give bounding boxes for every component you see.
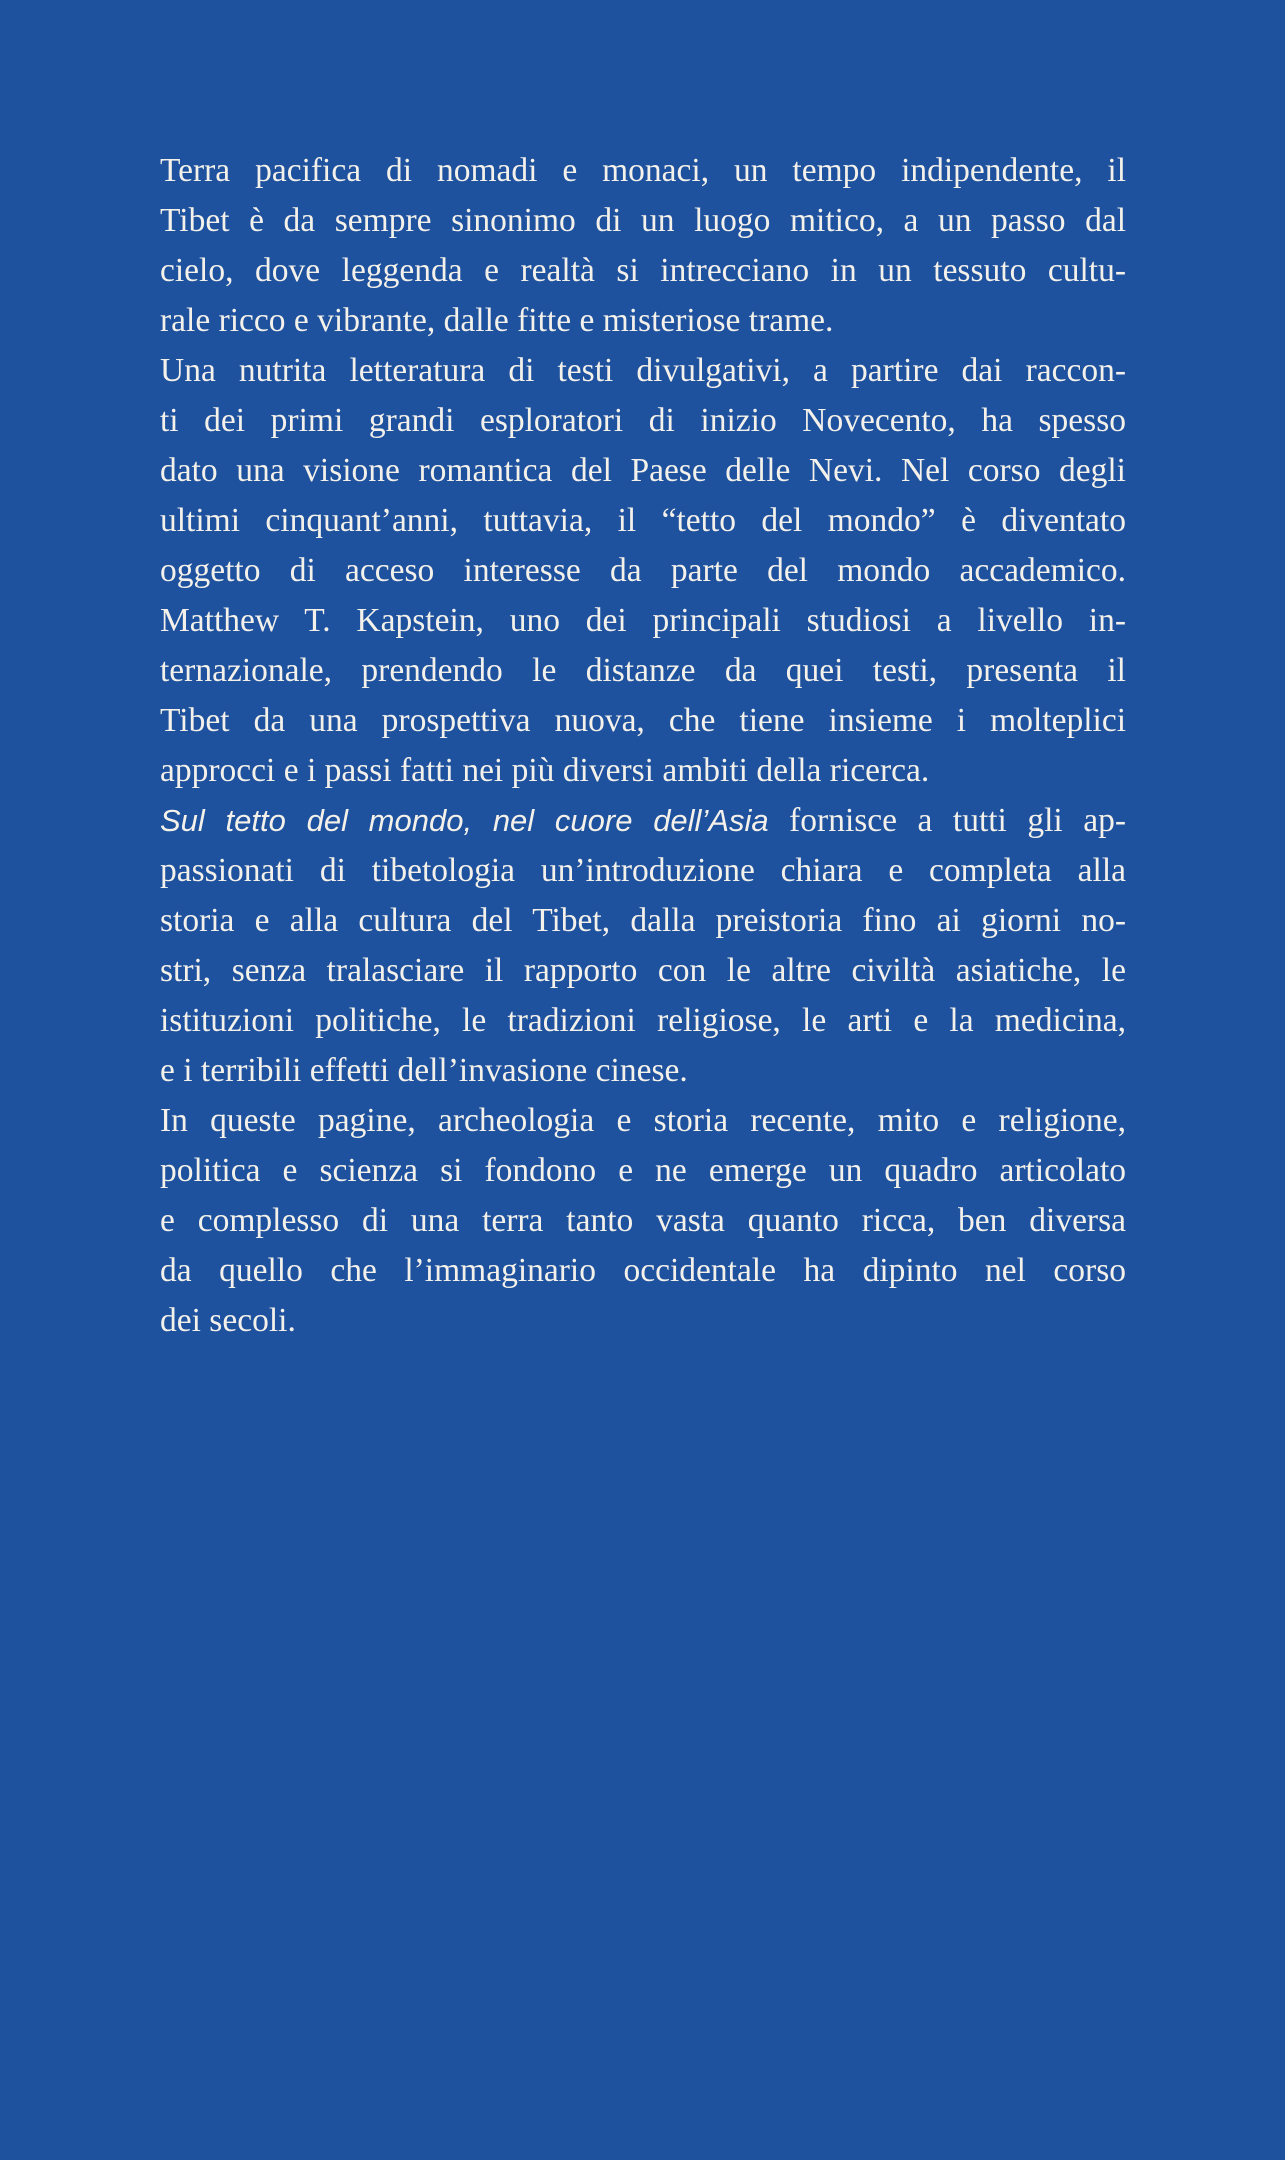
text-line: politica e scienza si fondono e ne emerge un quadro articolato [160, 1152, 1126, 1189]
text-line: storia e alla cultura del Tibet, dalla preistoria fino ai giorni no- [160, 902, 1126, 939]
text-line: istituzioni politiche, le tradizioni religiose, le arti e la medicina, [160, 1002, 1126, 1039]
text-line: In queste pagine, archeologia e storia recente, mito e religione, [160, 1102, 1126, 1139]
text-fragment: fornisce a tutti gli ap- [768, 802, 1126, 839]
text-line: rale ricco e vibrante, dalle fitte e misteriose trame. [160, 302, 834, 339]
text-line: passionati di tibetologia un’introduzione chiara e completa alla [160, 852, 1126, 889]
text-line: dei secoli. [160, 1302, 296, 1339]
text-line: Matthew T. Kapstein, uno dei principali studiosi a livello in- [160, 602, 1126, 639]
text-line [160, 796, 1126, 846]
text-line: ternazionale, prendendo le distanze da quei testi, presenta il [160, 652, 1126, 689]
text-line: ultimi cinquant’anni, tuttavia, il “tetto del mondo” è diventato [160, 502, 1126, 539]
text-line: oggetto di acceso interesse da parte del mondo accademico. [160, 552, 1126, 589]
text-line: Una nutrita letteratura di testi divulgativi, a partire dai raccon- [160, 352, 1126, 389]
text-line: ti dei primi grandi esploratori di inizio Novecento, ha spesso [160, 402, 1126, 439]
text-line: e complesso di una terra tanto vasta quanto ricca, ben diversa [160, 1202, 1126, 1239]
text-line: Terra pacifica di nomadi e monaci, un tempo indipendente, il [160, 152, 1126, 189]
book-title: Sul tetto del mondo, nel cuore dell’Asia [160, 803, 769, 838]
blurb-text [160, 146, 1126, 1346]
text-line: e i terribili effetti dell’invasione cinese. [160, 1052, 688, 1089]
text-line: da quello che l’immaginario occidentale ha dipinto nel corso [160, 1252, 1126, 1289]
text-line: stri, senza tralasciare il rapporto con le altre civiltà asiatiche, le [160, 952, 1126, 989]
text-line: Tibet da una prospettiva nuova, che tiene insieme i molteplici [160, 702, 1126, 739]
text-line: dato una visione romantica del Paese delle Nevi. Nel corso degli [160, 452, 1126, 489]
text-line: approcci e i passi fatti nei più diversi ambiti della ricerca. [160, 752, 930, 789]
text-line: Tibet è da sempre sinonimo di un luogo mitico, a un passo dal [160, 202, 1126, 239]
text-line: cielo, dove leggenda e realtà si intrecciano in un tessuto cultu- [160, 252, 1126, 289]
